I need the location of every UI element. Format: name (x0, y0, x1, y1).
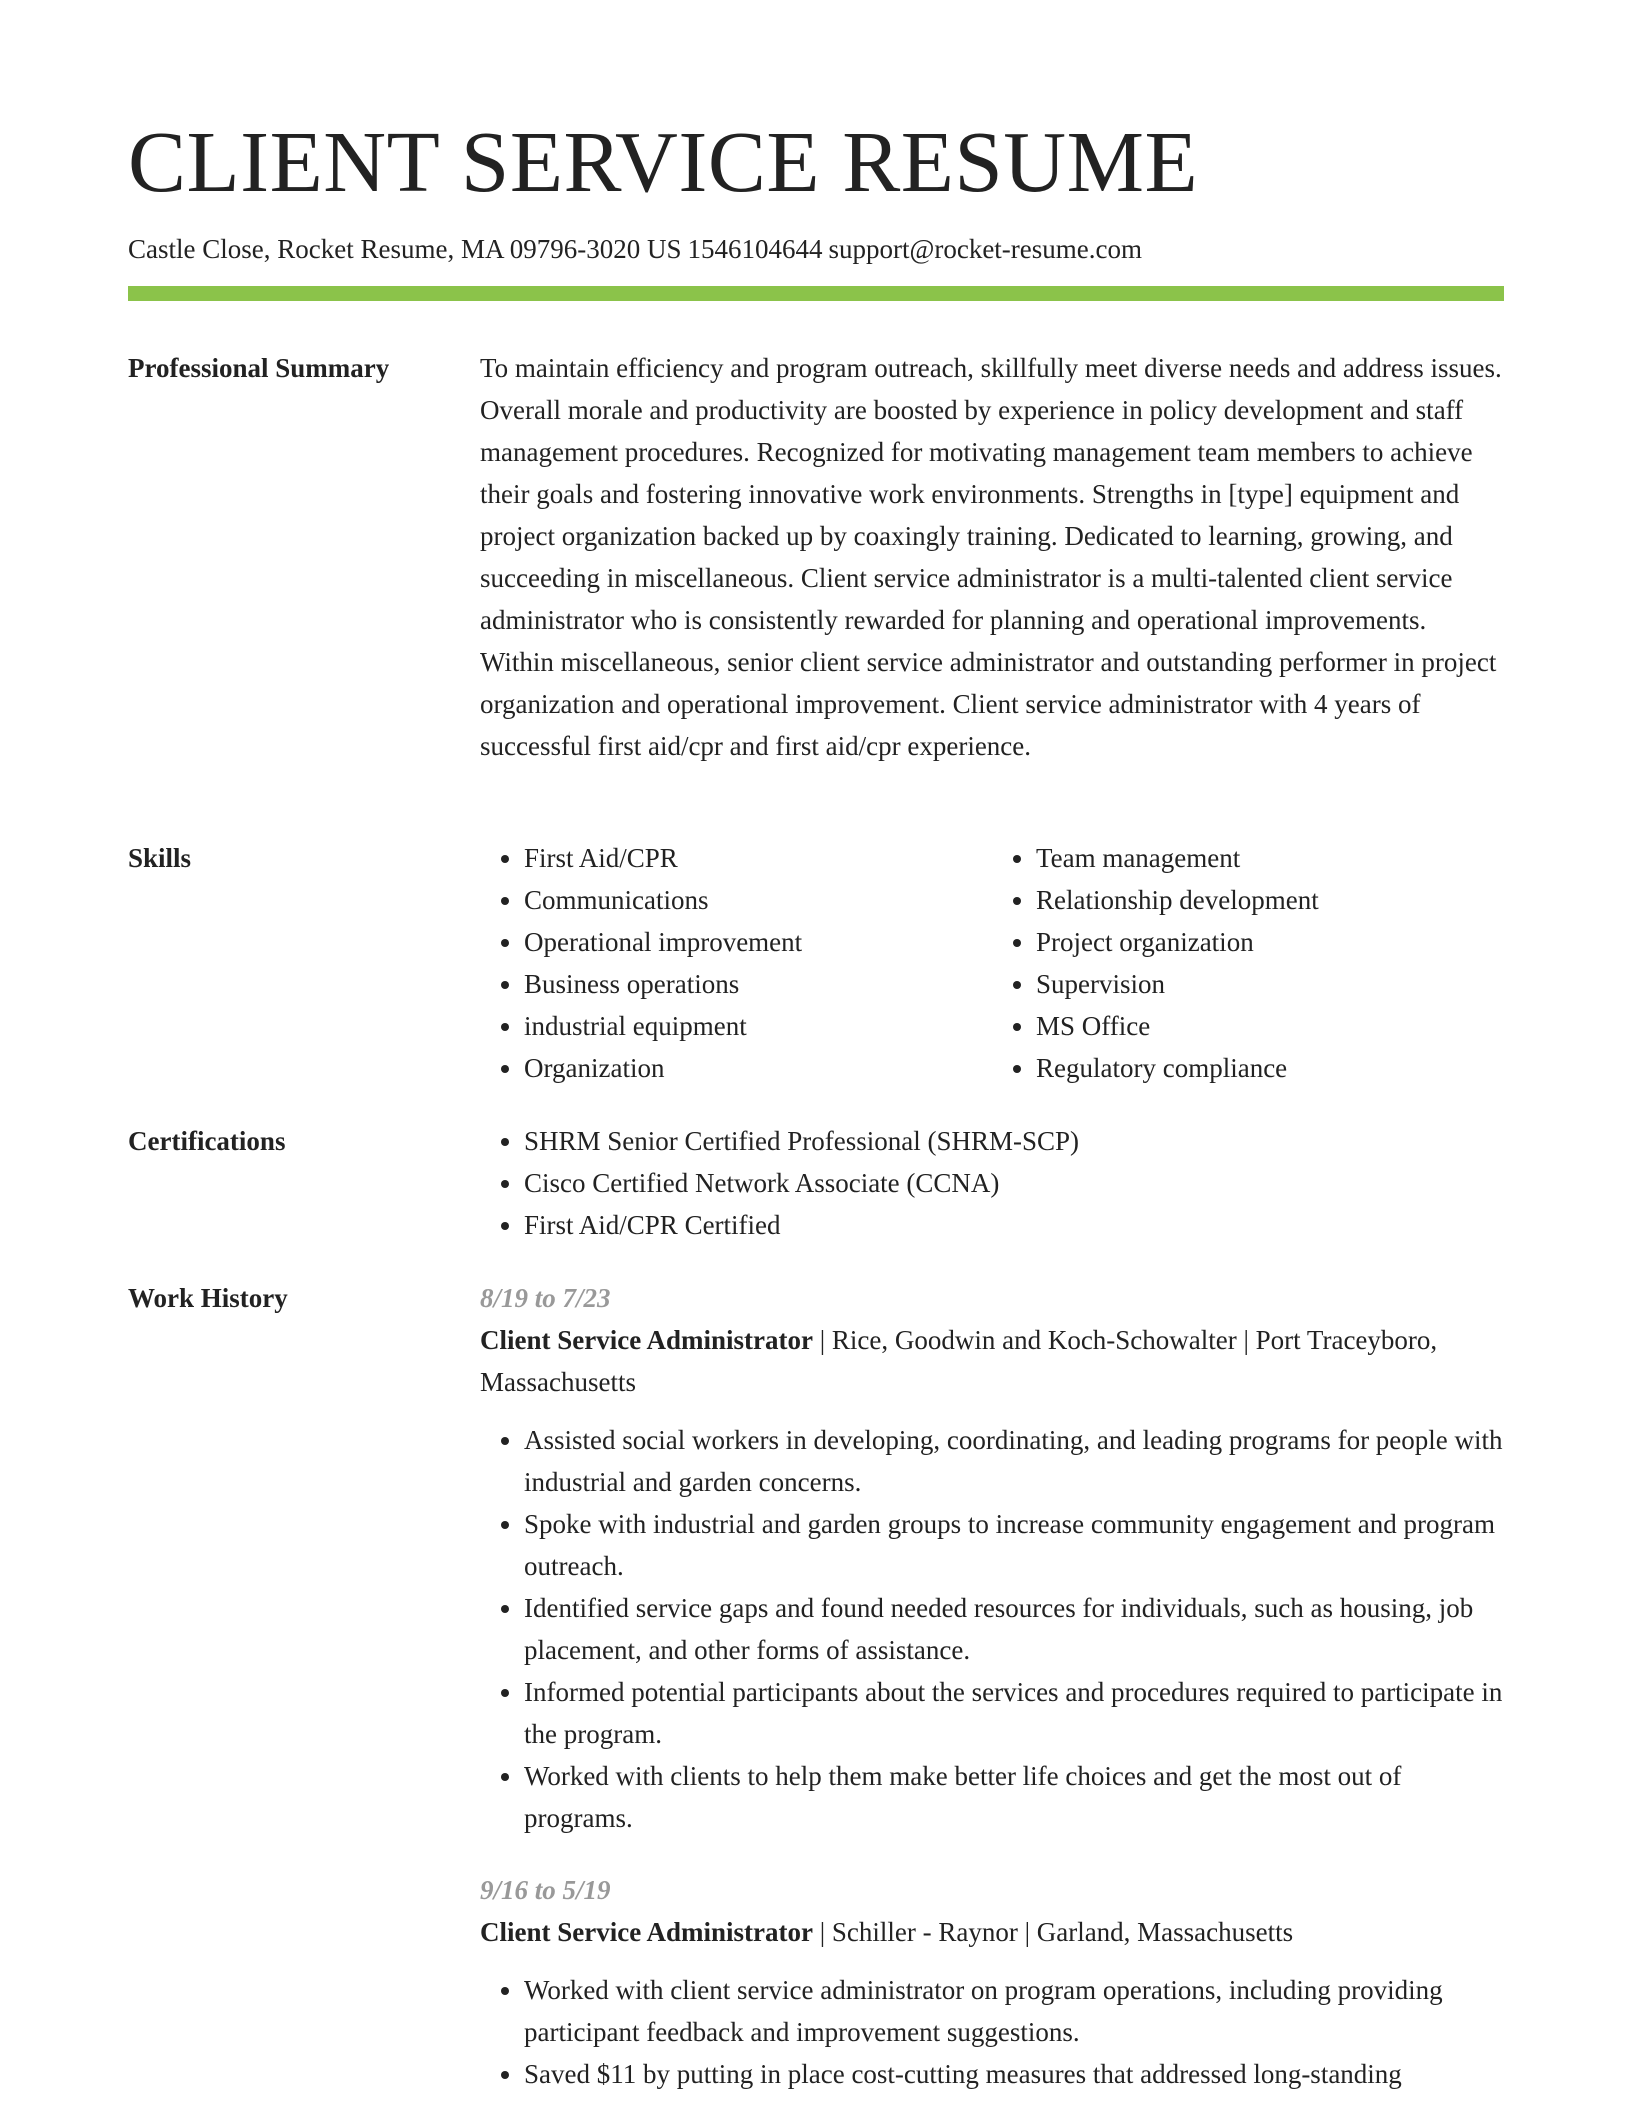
work-history-label: Work History (128, 1283, 288, 1313)
job-bullet: • Identified service gaps and found needed resources for individuals, such as housing, job placement, and other forms of assistance. (524, 1587, 1504, 1671)
certification-item: • Cisco Certified Network Associate (CCNA) (524, 1162, 1504, 1204)
skill-item: • Regulatory compliance (1036, 1047, 1504, 1089)
job-bullets (480, 1969, 1504, 2095)
skills-column-2 (992, 837, 1504, 1089)
contact-line (128, 231, 1142, 267)
resume-title: CLIENT SERVICE RESUME (128, 113, 1199, 210)
skill-item: • Supervision (1036, 963, 1504, 1005)
contact-address: Castle Close, Rocket Resume, MA 09796-3020 US (128, 234, 682, 264)
summary-text: To maintain efficiency and program outreach, skillfully meet diverse needs and address issues. Overall morale and productivity are boosted by experience in policy development and staff management procedures. Recognized for motivating management team members to achieve their goals and fostering innovative work environments. Strengths in [type] equipment and project organization backed up by coaxingly training. Dedicated to learning, growing, and succeeding in miscellaneous. Client service administrator is a multi-talented client service administrator who is consistently rewarded for planning and operational improvements. Within miscellaneous, senior client service administrator and outstanding performer in project organization and operational improvement. Client service administrator with 4 years of successful first aid/cpr and first aid/cpr experience. (480, 353, 1502, 761)
skill-item: • Business operations (524, 963, 992, 1005)
certifications-body (480, 1120, 1504, 1246)
job-bullet: • Spoke with industrial and garden groups to increase community engagement and program outreach. (524, 1503, 1504, 1587)
job-heading (480, 1911, 1504, 1953)
skills-column-1 (480, 837, 992, 1089)
job-details: | Rice, Goodwin and Koch-Schowalter | Port Traceyboro, Massachusetts (480, 1325, 1438, 1397)
skill-item: • Operational improvement (524, 921, 992, 963)
skill-item: • Project organization (1036, 921, 1504, 963)
summary-body (480, 347, 1504, 767)
skill-item: • Organization (524, 1047, 992, 1089)
job-bullet: • Saved $11 by putting in place cost-cutting measures that addressed long-standing (524, 2053, 1504, 2095)
job-dates: 9/16 to 5/19 (480, 1875, 611, 1905)
job-bullets (480, 1419, 1504, 1839)
skills-body (480, 837, 1504, 1089)
header-divider (128, 286, 1504, 301)
certification-item: • SHRM Senior Certified Professional (SHRM-SCP) (524, 1120, 1504, 1162)
skill-item: • MS Office (1036, 1005, 1504, 1047)
skill-item: • Communications (524, 879, 992, 921)
job-bullet: • Assisted social workers in developing, coordinating, and leading programs for people with industrial and garden concerns. (524, 1419, 1504, 1503)
job-heading (480, 1319, 1504, 1403)
certification-item: • First Aid/CPR Certified (524, 1204, 1504, 1246)
skill-item: • Team management (1036, 837, 1504, 879)
summary-label: Professional Summary (128, 353, 390, 383)
job-dates: 8/19 to 7/23 (480, 1283, 611, 1313)
work-history-body (480, 1277, 1504, 2095)
certifications-label: Certifications (128, 1126, 286, 1156)
job-title: Client Service Administrator (480, 1325, 813, 1355)
job-entry (480, 1869, 1504, 2095)
skills-label: Skills (128, 843, 192, 873)
job-details: | Schiller - Raynor | Garland, Massachusetts (812, 1917, 1294, 1947)
certifications-list (480, 1120, 1504, 1246)
contact-phone: 1546104644 (687, 234, 823, 264)
skill-item: • First Aid/CPR (524, 837, 992, 879)
job-bullet: • Worked with clients to help them make better life choices and get the most out of programs. (524, 1755, 1504, 1839)
contact-email: support@rocket-resume.com (828, 234, 1143, 264)
skill-item: • Relationship development (1036, 879, 1504, 921)
job-bullet: • Worked with client service administrator on program operations, including providing participant feedback and improvement suggestions. (524, 1969, 1504, 2053)
job-bullet: • Informed potential participants about the services and procedures required to participate in the program. (524, 1671, 1504, 1755)
skill-item: • industrial equipment (524, 1005, 992, 1047)
job-entry (480, 1277, 1504, 1839)
job-title: Client Service Administrator (480, 1917, 813, 1947)
